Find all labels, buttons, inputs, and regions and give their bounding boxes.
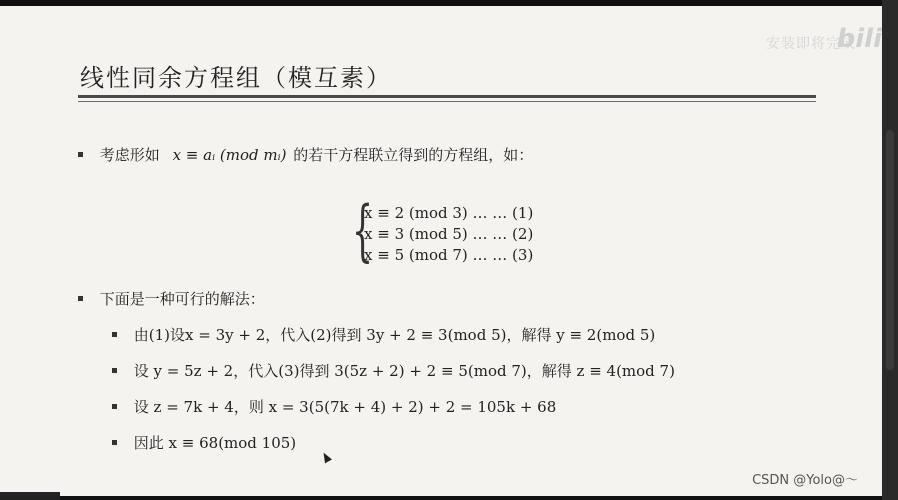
bullet-icon <box>78 296 83 301</box>
slide <box>0 6 882 496</box>
bottom-left-strip <box>0 492 60 500</box>
bullet-icon <box>78 152 83 157</box>
step-text: 因此 x ≡ 68(mod 105) <box>133 434 297 452</box>
step-1 <box>112 324 655 345</box>
scrollbar-thumb[interactable] <box>886 130 894 370</box>
mouse-cursor-icon <box>320 451 332 464</box>
title-divider-thick <box>78 95 816 98</box>
step-text: 设 z = 7k + 4，则 x = 3(5(7k + 4) + 2) + 2 = 105k + 68 <box>133 398 557 416</box>
bullet-intro <box>78 144 533 165</box>
bullet-icon <box>112 368 117 373</box>
bullet-icon <box>112 440 117 445</box>
equation-3: x ≡ 5 (mod 7) … … (3) <box>364 246 534 264</box>
intro-suffix: 的若干方程联立得到的方程组，如： <box>293 146 534 164</box>
equation-1: x ≡ 2 (mod 3) … … (1) <box>364 204 534 222</box>
bullet-method <box>78 288 265 309</box>
step-text: 设 y = 5z + 2，代入(3)得到 3(5z + 2) + 2 ≡ 5(mod 7)，解得 z ≡ 4(mod 7) <box>133 362 675 380</box>
intro-formula: x ≡ aᵢ (mod mᵢ) <box>172 146 287 164</box>
bullet-icon <box>112 404 117 409</box>
bullet-icon <box>112 332 117 337</box>
right-scrollbar[interactable] <box>882 0 898 500</box>
title-divider-thin <box>78 101 816 102</box>
install-watermark: 安装即将完成 <box>766 36 856 52</box>
step-3 <box>112 396 556 417</box>
bilibili-logo: bili <box>836 24 882 54</box>
equation-2: x ≡ 3 (mod 5) … … (2) <box>364 225 534 243</box>
intro-prefix: 考虑形如 <box>99 146 160 164</box>
step-4 <box>112 432 296 453</box>
page-title: 线性同余方程组（模互素） <box>80 64 392 92</box>
step-2 <box>112 360 675 381</box>
csdn-watermark: CSDN @Yolo@～ <box>752 473 858 488</box>
method-text: 下面是一种可行的解法： <box>99 290 265 308</box>
step-text: 由(1)设x = 3y + 2，代入(2)得到 3y + 2 ≡ 3(mod 5)，解得 y ≡ 2(mod 5) <box>133 326 656 344</box>
brace-icon: { <box>352 192 373 269</box>
